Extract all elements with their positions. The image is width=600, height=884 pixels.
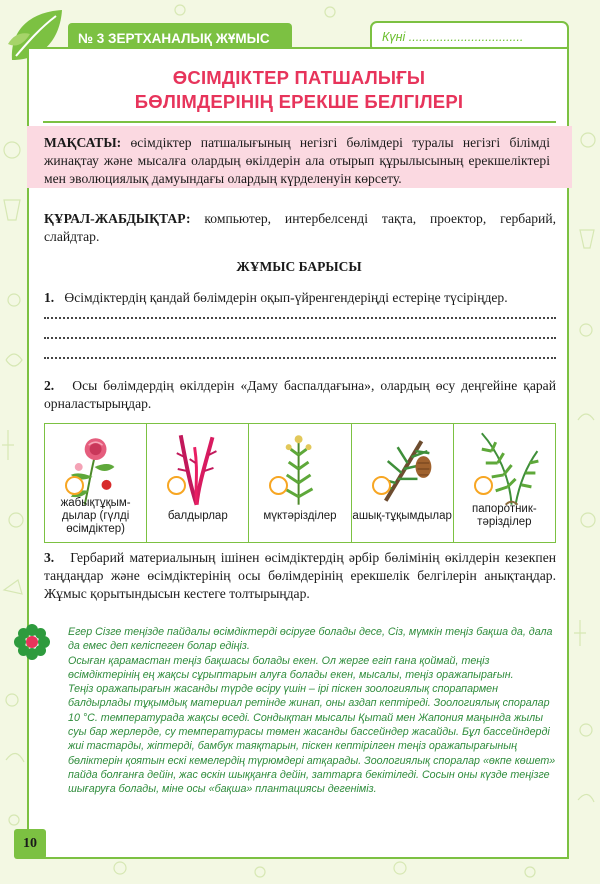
plant-label-algae: балдырлар <box>167 509 228 522</box>
task-3 <box>44 549 556 603</box>
plant-cell-angiosperms <box>45 424 147 543</box>
page-title-line-2: БӨЛІМДЕРІНІҢ ЕРЕКШЕ БЕЛГІЛЕРІ <box>134 91 464 112</box>
lab-work-badge: № 3 ЗЕРТХАНАЛЫҚ ЖҰМЫС <box>68 23 292 54</box>
task-3-number: 3. <box>44 550 55 565</box>
goal-label: МАҚСАТЫ: <box>44 135 122 150</box>
info-box <box>68 625 560 797</box>
procedure-heading: ЖҰМЫС БАРЫСЫ <box>236 259 362 274</box>
plant-cell-gymnosperms <box>351 424 453 543</box>
plant-cell-ferns <box>453 424 555 543</box>
answer-line-3[interactable] <box>44 351 556 359</box>
equipment-text: компьютер, интербелсенді тақта, проектор, гербарий, слайдтар. <box>44 211 556 244</box>
task-2 <box>44 377 556 413</box>
title-divider <box>43 121 556 123</box>
page-number: 10 <box>14 829 46 859</box>
info-paragraph-3: Теңіз оражапырағын жасанды түрде өсіру үшін – ірі піскен зоологиялық спорапармен балдырлады тұқымдық материал ретінде жинап, оны аздап кептіреді. Зоологиялық споралар 10 °С. температурада жақсы өседі. Сондықтан мысалы Қытай мен Жапония маңында жылы суы бар жерлерде, су температурасы төмен жасанды бассейндер жасайды. Бұл бассейндерді жиі тастарды, жіптерді, бамбук таяқтарын, піскен кептірілген теңіз оражапырағының бөліктерін қоятын ескі кемелердің түрюмдері атқарады. Зоологиялық споралар «өкпе көшет» пайда болғанға дейін, жас өскін шыққанға дейін, заттарға бекітіледі. Сосын оны күзде теңізге шығаруға болады, міне осы «бақша» плантациясы дегеніміз. <box>68 683 556 796</box>
task-3-text: Гербарий материалының ішінен өсімдіктердің әрбір бөлімінің өкілдерін кезекпен таңдаңдар және өсімдіктерінің осы бөлімдерінің ерекшелік белгілерін анықтаңдар. Жұмыс қорытындысын кестеге толтырыңдар. <box>44 550 556 601</box>
answer-line-1[interactable] <box>44 311 556 319</box>
task-1 <box>44 289 556 307</box>
equipment-label: ҚҰРАЛ-ЖАБДЫҚТАР: <box>44 211 191 226</box>
order-marker-1[interactable] <box>65 476 84 495</box>
plant-divisions-table <box>44 423 556 543</box>
page-title-line-1: ӨСІМДІКТЕР ПАТШАЛЫҒЫ <box>172 67 426 88</box>
equipment-paragraph <box>44 210 556 246</box>
plant-label-ferns: папоротник-тәрізділер <box>472 503 537 528</box>
task-1-text: Өсімдіктердің қандай бөлімдерін оқып-үйренгендеріңді естеріңе түсіріңдер. <box>64 290 508 305</box>
plant-label-angiosperms: жабықтұқым-дылар (гүлді өсімдіктер) <box>60 496 131 535</box>
flower-icon <box>14 624 50 660</box>
goal-text: өсімдіктер патшалығының негізгі бөлімдері туралы негізгі білімді жинақтау және мысалға олардың өкілдерін ала отырып құрылысының ерекшеліктері мен эволюциялық дамуындағы олардың күрделенуін көрсету. <box>44 135 550 186</box>
plant-label-gymnosperms: ашық-тұқымдылар <box>352 509 452 522</box>
answer-line-2[interactable] <box>44 331 556 339</box>
info-paragraph-2: Осыған қарамастан теңіз бақшасы болады екен. Ол жерге егіп ғана қоймай, теңіз өсімдіктерінің ең жақсы сұрыптарын алуға болады екен, мысалы, теңіз оражапырағын. <box>68 654 514 681</box>
task-2-text: Осы бөлімдердің өкілдерін «Даму баспалдағына», олардың өсу деңгейіне қарай орналастырыңдар. <box>44 378 556 411</box>
plant-label-mosses: мүктәрізділер <box>263 509 337 522</box>
task-2-number: 2. <box>44 378 55 393</box>
order-marker-5[interactable] <box>474 476 493 495</box>
date-field[interactable]: Күні ................................. <box>370 21 569 53</box>
plant-cell-mosses <box>249 424 351 543</box>
goal-paragraph <box>44 134 550 188</box>
info-paragraph-1: Егер Сізге теңізде пайдалы өсімдіктерді өсіруге болады десе, Сіз, мүмкін теңіз бақша да, дала да емес деп келіспеген болар едіңіз. <box>68 626 553 653</box>
order-marker-4[interactable] <box>372 476 391 495</box>
plant-cell-algae <box>147 424 249 543</box>
task-1-number: 1. <box>44 290 55 305</box>
